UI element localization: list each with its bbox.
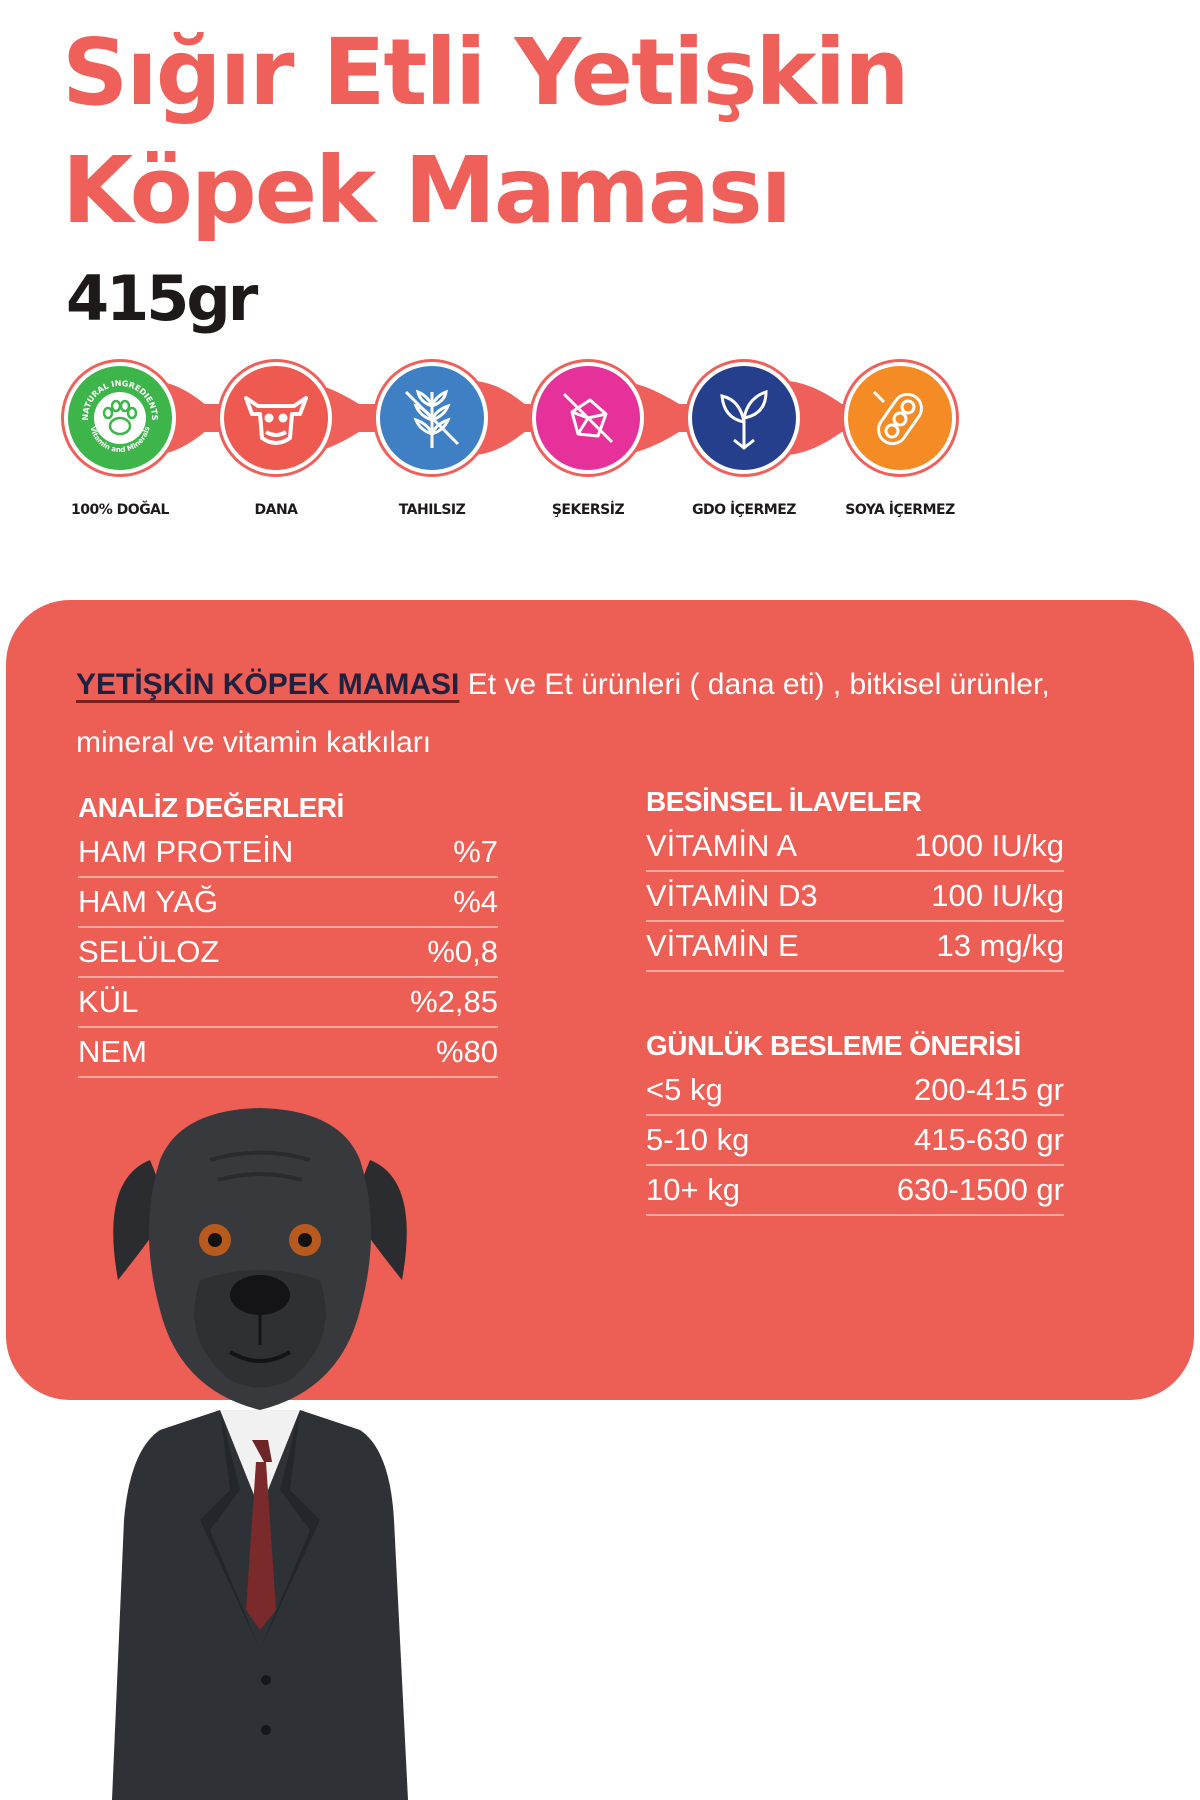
product-title	[62, 14, 908, 250]
table-row: 10+ kg 630-1500 gr	[646, 1166, 1064, 1216]
table-row: HAM PROTEİN %7	[78, 828, 498, 878]
cow-head-icon	[220, 362, 332, 474]
product-title-line2: Köpek Maması	[62, 137, 791, 244]
analysis-title: ANALİZ DEĞERLERİ	[78, 792, 344, 823]
natural-ingredients-paw-icon	[64, 362, 176, 474]
composition-lead: YETİŞKİN KÖPEK MAMASI	[76, 668, 460, 701]
gmo-free-plant-icon	[688, 362, 800, 474]
badge-sugar-free	[530, 362, 646, 518]
table-row: 5-10 kg 415-630 gr	[646, 1116, 1064, 1166]
table-row: KÜL %2,85	[78, 978, 498, 1028]
composition-body: Et ve Et ürünleri ( dana eti) , bitkisel ürünler, mineral ve vitamin katkıları	[76, 668, 1050, 759]
table-row: VİTAMİN D3 100 IU/kg	[646, 872, 1064, 922]
badge-soy-free	[842, 362, 958, 518]
badge-beef	[218, 362, 334, 518]
seal-text-top: NATURAL INGREDIENTS	[80, 378, 160, 421]
feeding-title: GÜNLÜK BESLEME ÖNERİSİ	[646, 1030, 1021, 1061]
table-row: <5 kg 200-415 gr	[646, 1066, 1064, 1116]
composition-text	[76, 656, 1146, 772]
badge-natural	[62, 362, 178, 518]
dog-in-suit-illustration	[90, 1090, 430, 1800]
table-row: SELÜLOZ %0,8	[78, 928, 498, 978]
additives-table	[646, 786, 1064, 972]
table-row: VİTAMİN A 1000 IU/kg	[646, 822, 1064, 872]
badge-label: DANA	[254, 502, 298, 518]
badge-ribbon	[60, 358, 960, 478]
badge-label: ŞEKERSİZ	[551, 502, 625, 518]
badge-label: SOYA İÇERMEZ	[845, 502, 955, 518]
feeding-table	[646, 1030, 1064, 1216]
badge-label: GDO İÇERMEZ	[692, 502, 796, 518]
badge-grain-free	[374, 362, 490, 518]
badge-gmo-free	[686, 362, 802, 518]
table-row: NEM %80	[78, 1028, 498, 1078]
grain-free-icon	[376, 362, 488, 474]
seal-text-bottom: Vitamin and Minerals	[88, 425, 152, 455]
table-row: VİTAMİN E 13 mg/kg	[646, 922, 1064, 972]
sugar-free-icon	[532, 362, 644, 474]
soy-free-icon	[844, 362, 956, 474]
additives-title: BESİNSEL İLAVELER	[646, 786, 922, 817]
badge-label: 100% DOĞAL	[71, 502, 169, 518]
product-weight: 415gr	[66, 262, 256, 335]
product-title-line1: Sığır Etli Yetişkin	[62, 19, 908, 126]
badge-label: TAHILSIZ	[398, 502, 466, 518]
analysis-table	[78, 792, 498, 1078]
table-row: HAM YAĞ %4	[78, 878, 498, 928]
